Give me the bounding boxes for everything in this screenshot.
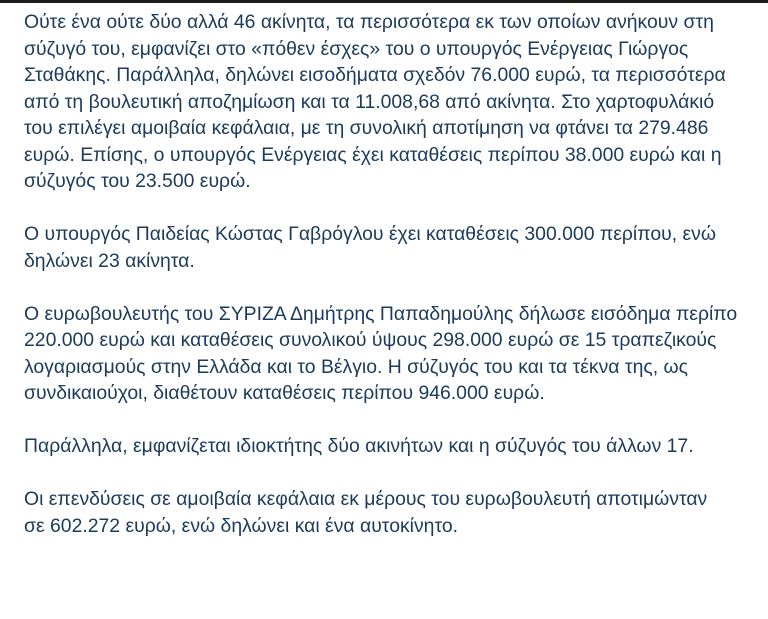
paragraph-line: Σταθάκης. Παράλληλα, δηλώνει εισοδήματα σχεδόν 76.000 ευρώ, τα περισσότερα xyxy=(24,64,726,86)
paragraph-line: Ο ευρωβουλευτής του ΣΥΡΙΖΑ Δημήτρης Παπαδημούλης δήλωσε εισόδημα περίπο xyxy=(24,302,738,325)
paragraph-line: Οι επενδύσεις σε αμοιβαία κεφάλαια εκ μέρους του ευρωβουλευτή αποτιμώνταν xyxy=(24,488,708,510)
paragraph-investments xyxy=(24,486,768,539)
paragraph-gavroglou xyxy=(24,221,768,274)
paragraph-line: σε 602.272 ευρώ, ενώ δηλώνει και ένα αυτοκίνητο. xyxy=(24,514,459,537)
paragraph-stathakis xyxy=(24,9,768,195)
paragraph-line: του επιλέγει αμοιβαία κεφάλαια, με τη συνολική αποτίμηση να φτάνει τα 279.486 xyxy=(24,117,709,139)
paragraph-line: Ούτε ένα ούτε δύο αλλά 46 ακίνητα, τα περισσότερα εκ των οποίων ανήκουν στη xyxy=(24,11,714,33)
article-body xyxy=(24,9,768,566)
paragraph-line: Ο υπουργός Παιδείας Κώστας Γαβρόγλου έχει καταθέσεις 300.000 περίπου, ενώ xyxy=(24,223,716,245)
paragraph-line: ευρώ. Επίσης, ο υπουργός Ενέργειας έχει καταθέσεις περίπου 38.000 ευρώ και η xyxy=(24,143,722,166)
paragraph-line: δηλώνει 23 ακίνητα. xyxy=(24,249,195,272)
paragraph-line: Παράλληλα, εμφανίζεται ιδιοκτήτης δύο ακινήτων και η σύζυγός του άλλων 17. xyxy=(24,435,694,457)
paragraph-line: λογαριασμούς στην Ελλάδα και το Βέλγιο. Η σύζυγός του και τα τέκνα της, ως xyxy=(24,355,688,378)
paragraph-line: συνδικαιούχοι, διαθέτουν καταθέσεις περίπου 946.000 ευρώ. xyxy=(24,382,545,404)
paragraph-properties xyxy=(24,433,768,460)
paragraph-line: σύζυγό του, εμφανίζει στο «πόθεν έσχες» του ο υπουργός Ενέργειας Γιώργος xyxy=(24,37,689,60)
paragraph-line: σύζυγός του 23.500 ευρώ. xyxy=(24,170,251,192)
paragraph-papadimoulis xyxy=(24,301,768,407)
paragraph-line: 220.000 ευρώ και καταθέσεις συνολικού ύψους 298.000 ευρώ σε 15 τραπεζικούς xyxy=(24,329,717,351)
top-divider xyxy=(0,0,768,3)
paragraph-line: από τη βουλευτική αποζημίωση και τα 11.008,68 από ακίνητα. Στο χαρτοφυλάκιό xyxy=(24,90,715,113)
